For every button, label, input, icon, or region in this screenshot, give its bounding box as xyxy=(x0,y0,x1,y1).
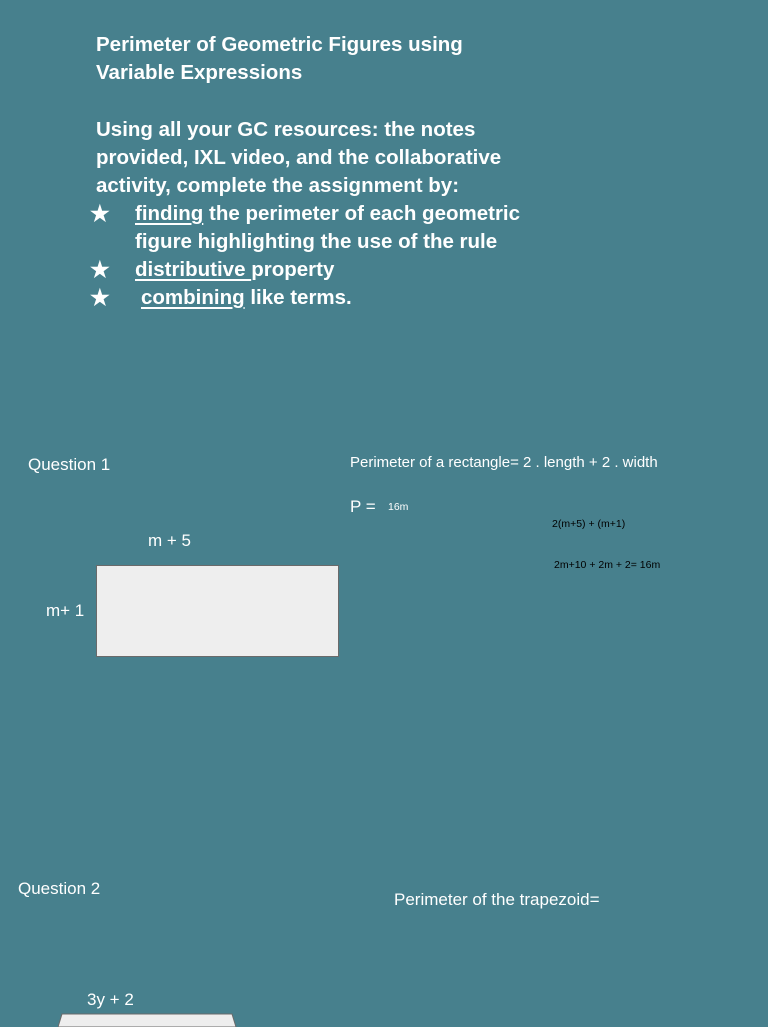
trapezoid-shape xyxy=(58,1013,238,1027)
rectangle-shape xyxy=(96,565,339,657)
star-icon: ★ xyxy=(90,285,110,310)
bullet-distributive xyxy=(135,256,334,284)
p-equals-label: P = xyxy=(350,497,376,516)
title-line-1: Perimeter of Geometric Figures using xyxy=(96,33,463,56)
bullet-finding-underlined: finding xyxy=(135,202,204,225)
bullet-finding-rest: the perimeter of each geometric xyxy=(203,202,521,225)
work-line-1: 2(m+5) + (m+1) xyxy=(552,518,626,530)
bullet-finding-continuation: figure highlighting the use of the rule xyxy=(135,230,498,253)
bullet-combining-rest: like terms. xyxy=(244,286,352,309)
bullet-distributive-rest: property xyxy=(251,258,335,281)
instructions-line-3: activity, complete the assignment by: xyxy=(96,174,460,197)
bullet-distributive-underlined: distributive xyxy=(135,258,252,281)
bullet-combining-underlined: combining xyxy=(141,286,245,309)
bullet-finding xyxy=(135,200,520,228)
rectangle-length-label: m + 5 xyxy=(148,531,191,550)
p-answer-value: 16m xyxy=(388,501,409,513)
trapezoid-perimeter-formula: Perimeter of the trapezoid= xyxy=(394,890,600,909)
title-line-2: Variable Expressions xyxy=(96,61,303,84)
question-2-label: Question 2 xyxy=(18,879,101,898)
instructions-line-2: provided, IXL video, and the collaborative xyxy=(96,146,502,169)
star-icon: ★ xyxy=(90,257,110,282)
bullet-combining xyxy=(141,284,352,312)
rectangle-perimeter-formula: Perimeter of a rectangle= 2 . length + 2 . width xyxy=(350,454,658,471)
question-1-label: Question 1 xyxy=(28,455,111,474)
instructions-line-1: Using all your GC resources: the notes xyxy=(96,118,476,141)
work-line-2: 2m+10 + 2m + 2= 16m xyxy=(554,559,661,571)
rectangle-width-label: m+ 1 xyxy=(46,601,85,620)
star-icon: ★ xyxy=(90,201,110,226)
trapezoid-top-label: 3y + 2 xyxy=(87,990,134,1009)
